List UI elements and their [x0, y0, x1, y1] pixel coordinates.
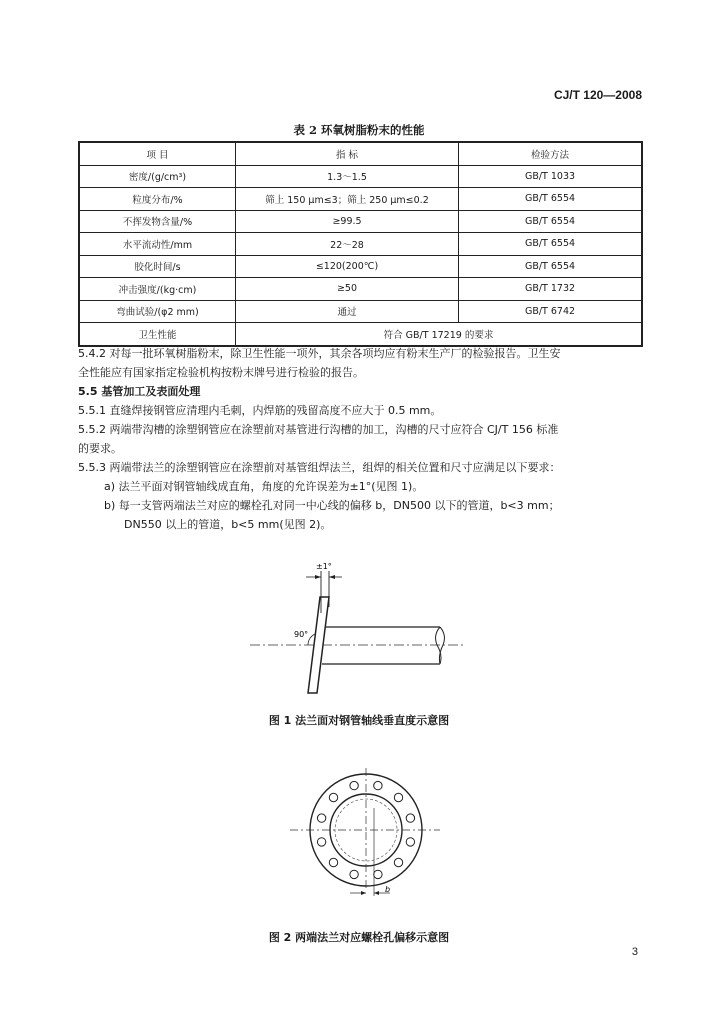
table-cell: 22～28 [236, 233, 459, 256]
table-cell: ≥99.5 [236, 210, 459, 233]
table-cell: 粒度分布/% [79, 188, 236, 211]
table-cell: GB/T 6554 [459, 233, 643, 256]
table-header-row [79, 142, 642, 165]
page-number: 3 [631, 946, 638, 958]
pipe-body [322, 627, 444, 664]
bolt-hole [374, 781, 382, 789]
table-cell: ≥50 [236, 278, 459, 301]
angle-label: 90° [294, 630, 309, 639]
table-cell: GB/T 6554 [459, 188, 643, 211]
paragraph-5-5-2-line1: 5.5.2 两端带沟槽的涂塑钢管应在涂塑前对基管进行沟槽的加工，沟槽的尺寸应符合 CJ/T 156 标准 [78, 423, 559, 436]
bolt-hole [317, 814, 325, 822]
table-cell: 通过 [236, 300, 459, 323]
table-cell: 符合 GB/T 17219 的要求 [236, 323, 643, 346]
table-cell: GB/T 6554 [459, 210, 643, 233]
figure-2-bolt-hole-offset-diagram [290, 768, 440, 908]
bolt-hole [350, 870, 358, 878]
table-cell: GB/T 6742 [459, 300, 643, 323]
table-cell: ≤120(200℃) [236, 255, 459, 278]
paragraph-5-5-1: 5.5.1 直缝焊接钢管应清理内毛刺，内焊筋的残留高度不应大于 0.5 mm。 [78, 404, 442, 417]
tolerance-label: ±1° [316, 562, 332, 571]
table-cell: 胶化时间/s [79, 255, 236, 278]
table-cell: 筛上 150 μm≤3；筛上 250 μm≤0.2 [236, 188, 459, 211]
table-cell: GB/T 1033 [459, 165, 643, 188]
table-row [79, 165, 642, 188]
table-cell: 冲击强度/(kg·cm) [79, 278, 236, 301]
column-header: 项 目 [79, 142, 236, 165]
bolt-hole [329, 793, 337, 801]
table-cell: GB/T 6554 [459, 255, 643, 278]
table-cell: 密度/(g/cm³) [79, 165, 236, 188]
figure-1-caption: 图 1 法兰面对钢管轴线垂直度示意图 [268, 714, 450, 727]
list-item-b-line1: b) 每一支管两端法兰对应的螺栓孔对同一中心线的偏移 b，DN500 以下的管道，b<3 mm； [104, 499, 560, 512]
figure-1-flange-perpendicularity-diagram [250, 555, 480, 705]
offset-label: b [385, 885, 391, 894]
bolt-hole [406, 838, 414, 846]
bolt-hole [374, 870, 382, 878]
table-cell: 1.3～1.5 [236, 165, 459, 188]
bolt-hole [394, 858, 402, 866]
table-row [79, 233, 642, 256]
bolt-hole [317, 838, 325, 846]
list-item-a: a) 法兰平面对钢管轴线成直角，角度的允许误差为±1°(见图 1)。 [104, 480, 424, 493]
properties-table [78, 141, 643, 347]
table-cell: 卫生性能 [79, 323, 236, 346]
table-row [79, 323, 642, 346]
bolt-hole [394, 793, 402, 801]
table-caption: 表 2 环氧树脂粉末的性能 [293, 123, 425, 137]
section-heading-5-5: 5.5 基管加工及表面处理 [78, 385, 201, 398]
table-cell: 弯曲试验/(φ2 mm) [79, 300, 236, 323]
list-item-b-line2: DN550 以上的管道，b<5 mm(见图 2)。 [124, 518, 332, 531]
bolt-hole [329, 858, 337, 866]
column-header: 检验方法 [459, 142, 643, 165]
bolt-hole [406, 814, 414, 822]
table-row [79, 188, 642, 211]
table-cell: GB/T 1732 [459, 278, 643, 301]
column-header: 指 标 [236, 142, 459, 165]
paragraph-5-4-2-line2: 全性能应有国家指定检验机构按粉末牌号进行检验的报告。 [78, 366, 364, 379]
paragraph-5-5-2-line2: 的要求。 [78, 442, 122, 455]
paragraph-5-5-3: 5.5.3 两端带法兰的涂塑钢管应在涂塑前对基管组焊法兰，组焊的相关位置和尺寸应满足以下要求： [78, 461, 561, 474]
figure-2-caption: 图 2 两端法兰对应螺栓孔偏移示意图 [268, 931, 450, 944]
table-cell: 不挥发物含量/% [79, 210, 236, 233]
table-row [79, 255, 642, 278]
table-row [79, 278, 642, 301]
bolt-hole [350, 781, 358, 789]
paragraph-5-4-2-line1: 5.4.2 对每一批环氧树脂粉末，除卫生性能一项外，其余各项均应有粉末生产厂的检验报告。卫生安 [78, 347, 561, 360]
table-cell: 水平流动性/mm [79, 233, 236, 256]
table-row [79, 300, 642, 323]
table-row [79, 210, 642, 233]
standard-code: CJ/T 120—2008 [553, 88, 642, 102]
